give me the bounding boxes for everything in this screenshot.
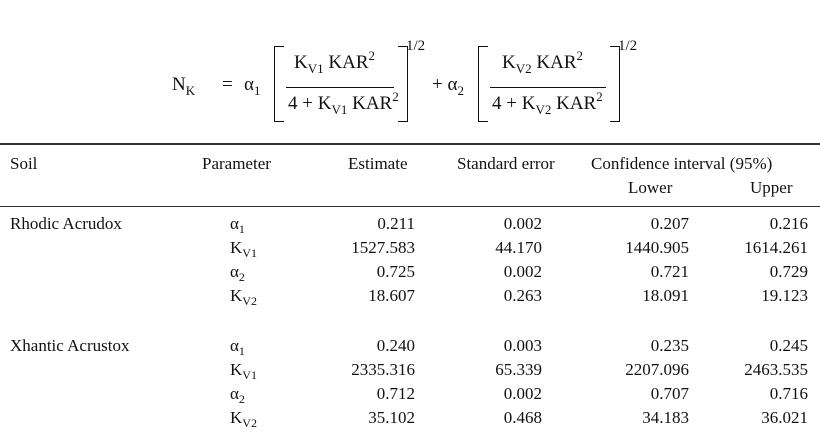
- parameter-subscript: 2: [238, 392, 245, 406]
- exponent-1: 1/2: [406, 38, 426, 54]
- estimate-cell: 1527.583: [351, 238, 415, 257]
- lower-cell: 0.707: [650, 384, 689, 403]
- parameter-subscript: V1: [242, 246, 257, 260]
- parameter-subscript: 2: [238, 270, 245, 284]
- exponent-2: 1/2: [618, 38, 638, 54]
- upper-cell: 0.729: [769, 262, 808, 281]
- formula-equation: [170, 40, 650, 128]
- parameter-symbol: K: [230, 408, 243, 427]
- parameter-symbol: α: [230, 336, 239, 355]
- numerator-1: $K_{V1}$ KAR$^2$: [294, 48, 375, 76]
- stderr-cell: 0.003: [503, 336, 542, 355]
- estimate-cell: 2335.316: [351, 360, 415, 379]
- parameter-subscript: V2: [242, 294, 257, 308]
- header-standard-error: Standard error: [457, 154, 555, 173]
- formula-lhs: $N_K$: [172, 74, 196, 98]
- upper-cell: 0.716: [769, 384, 808, 403]
- estimate-cell: 18.607: [368, 286, 415, 305]
- header-estimate: Estimate: [348, 154, 408, 173]
- upper-cell: 19.123: [761, 286, 808, 305]
- lower-cell: 2207.096: [625, 360, 689, 379]
- parameter-cell: [230, 384, 245, 405]
- lower-cell: 34.183: [642, 408, 689, 427]
- formula-equals: =: [222, 74, 233, 95]
- lower-cell: 18.091: [642, 286, 689, 305]
- parameter-cell: [230, 286, 257, 307]
- parameter-subscript: V2: [242, 416, 257, 430]
- upper-cell: 1614.261: [744, 238, 808, 257]
- lower-cell: 1440.905: [625, 238, 689, 257]
- lower-cell: 0.235: [650, 336, 689, 355]
- parameter-subscript: V1: [242, 368, 257, 382]
- parameter-subscript: 1: [238, 222, 245, 236]
- upper-cell: 0.245: [769, 336, 808, 355]
- stderr-cell: 44.170: [495, 238, 542, 257]
- parameter-cell: [230, 238, 257, 259]
- parameter-cell: [230, 336, 245, 357]
- upper-cell: 0.216: [769, 214, 808, 233]
- right-bracket-2: [610, 46, 620, 122]
- formula-alpha-1: $\alpha_1$: [244, 74, 261, 98]
- parameter-symbol: K: [230, 360, 243, 379]
- parameter-cell: [230, 408, 257, 429]
- header-parameter: Parameter: [202, 154, 271, 173]
- left-bracket-1: [274, 46, 284, 122]
- stderr-cell: 0.002: [503, 262, 542, 281]
- denominator-1: $4 + K_{V1}$ KAR$^2$: [288, 89, 399, 117]
- parameter-subscript: 1: [238, 344, 245, 358]
- parameter-symbol: α: [230, 262, 239, 281]
- header-upper: Upper: [750, 178, 793, 197]
- estimate-cell: 0.240: [376, 336, 415, 355]
- upper-cell: 36.021: [761, 408, 808, 427]
- formula-plus: + $\alpha_2$: [432, 74, 464, 98]
- estimate-cell: 0.712: [376, 384, 415, 403]
- table-top-rule: [0, 143, 820, 145]
- right-bracket-1: [398, 46, 408, 122]
- denominator-2: $4 + K_{V2}$ KAR$^2$: [492, 89, 603, 117]
- parameter-cell: [230, 360, 257, 381]
- upper-cell: 2463.535: [744, 360, 808, 379]
- fraction-bar-1: [286, 87, 394, 88]
- header-confidence-interval: Confidence interval (95%): [591, 154, 773, 173]
- stderr-cell: 0.002: [503, 214, 542, 233]
- parameter-symbol: α: [230, 384, 239, 403]
- header-soil: Soil: [10, 154, 38, 173]
- stderr-cell: 65.339: [495, 360, 542, 379]
- parameter-symbol: K: [230, 238, 243, 257]
- stderr-cell: 0.002: [503, 384, 542, 403]
- estimate-cell: 0.211: [377, 214, 415, 233]
- stderr-cell: 0.468: [503, 408, 542, 427]
- numerator-2: $K_{V2}$ KAR$^2$: [502, 48, 583, 76]
- parameter-cell: [230, 214, 245, 235]
- left-bracket-2: [478, 46, 488, 122]
- table-header-rule: [0, 206, 820, 207]
- header-lower: Lower: [628, 178, 673, 197]
- parameter-cell: [230, 262, 245, 283]
- lower-cell: 0.721: [650, 262, 689, 281]
- estimate-cell: 35.102: [368, 408, 415, 427]
- parameter-symbol: K: [230, 286, 243, 305]
- stderr-cell: 0.263: [503, 286, 542, 305]
- estimate-cell: 0.725: [376, 262, 415, 281]
- soil-name: Xhantic Acrustox: [10, 336, 130, 355]
- soil-name: Rhodic Acrudox: [10, 214, 122, 233]
- parameter-symbol: α: [230, 214, 239, 233]
- lower-cell: 0.207: [650, 214, 689, 233]
- fraction-bar-2: [490, 87, 606, 88]
